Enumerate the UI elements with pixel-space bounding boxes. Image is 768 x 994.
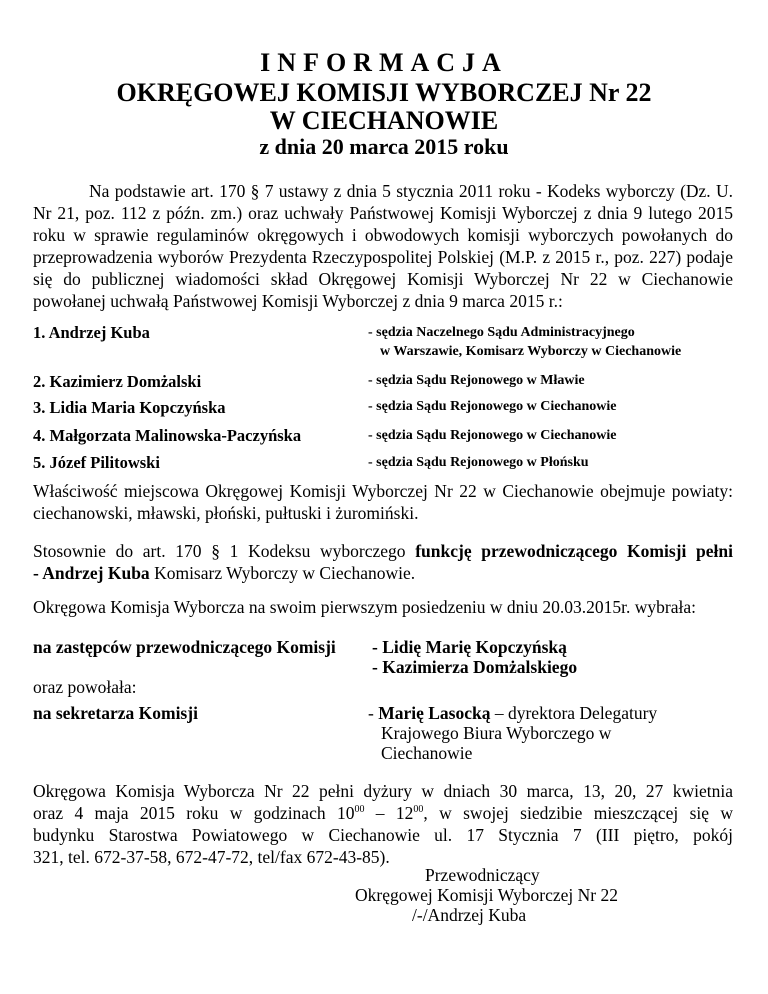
secretary-desc-1: – dyrektora Delegatury <box>490 703 658 723</box>
chair-prefix: Stosownie do art. 170 § 1 Kodeksu wyborczego <box>33 541 416 561</box>
secretary-name: Marię Lasocką <box>378 703 491 723</box>
member-1-role: - sędzia Naczelnego Sądu Administracyjnego <box>368 325 635 340</box>
secretary-line-1: - Marię Lasocką – dyrektora Delegatury <box>368 703 658 723</box>
deputies-label: na zastępców przewodniczącego Komisji <box>33 637 336 657</box>
duty-hours-rest: , w swojej siedzibie mieszczącej się w <box>423 803 733 823</box>
duty-sup-2: 00 <box>413 804 424 816</box>
doc-date: z dnia 20 marca 2015 roku <box>259 134 509 159</box>
jurisdiction-paragraph: Właściwość miejscowa Okręgowej Komisji Wyborczej Nr 22 w Ciechanowie obejmuje powiaty: ciechanowski, mławski, płoński, pułtuski i żuromiński. <box>33 481 733 523</box>
duty-line-1: Okręgowa Komisja Wyborcza Nr 22 pełni dyżury w dniach 30 marca, 13, 20, 27 kwietnia <box>33 781 733 801</box>
chair-paragraph <box>33 540 733 584</box>
deputy-1: - Lidię Marię Kopczyńską <box>372 637 567 657</box>
appointed-text: oraz powołała: <box>33 677 137 697</box>
member-3-role: - sędzia Sądu Rejonowego w Ciechanowie <box>368 399 617 414</box>
member-1-name: 1. Andrzej Kuba <box>33 323 150 342</box>
duty-hours-start: oraz 4 maja 2015 roku w godzinach 10 <box>33 803 355 823</box>
member-4-role: - sędzia Sądu Rejonowego w Ciechanowie <box>368 428 617 443</box>
chair-suffix: Komisarz Wyborczy w Ciechanowie. <box>149 563 416 583</box>
chair-line-2 <box>33 562 733 584</box>
secretary-label: na sekretarza Komisji <box>33 703 198 723</box>
member-1-role-cont: w Warszawie, Komisarz Wyborczy w Ciechanowie <box>380 344 682 359</box>
duty-line-3: budynku Starostwa Powiatowego w Ciechanowie ul. 17 Stycznia 7 (III piętro, pokój <box>33 825 733 845</box>
chair-line <box>33 540 733 562</box>
member-3-name: 3. Lidia Maria Kopczyńska <box>33 398 226 417</box>
member-5-role: - sędzia Sądu Rejonowego w Płońsku <box>368 455 589 470</box>
duty-sup-1: 00 <box>354 804 365 816</box>
member-4-name: 4. Małgorzata Malinowska-Paczyńska <box>33 426 302 445</box>
chair-bold: funkcję przewodniczącego Komisji pełni <box>415 541 733 561</box>
duty-line-2 <box>33 802 733 824</box>
doc-title-city: W CIECHANOWIE <box>269 106 499 135</box>
member-2-role: - sędzia Sądu Rejonowego w Mławie <box>368 373 585 388</box>
first-meeting-text: Okręgowa Komisja Wyborcza na swoim pierwszym posiedzeniu w dniu 20.03.2015r. wybrała: <box>33 597 696 617</box>
intro-paragraph: Na podstawie art. 170 § 7 ustawy z dnia 5 stycznia 2011 roku - Kodeks wyborczy (Dz. U. Nr 21, poz. 112 z późn. zm.) oraz uchwały Państwowej Komisji Wyborczej z dnia 9 lutego 2015 roku w sprawie regulaminów okręgowych i obwodowych komisji wyborczych powołanych do przeprowadzenia wyborów Prezydenta Rzeczypospolitej Polskiej (M.P. z 2015 r., poz. 227) podaje się do publicznej wiadomości skład Okręgowej Komisji Wyborczej Nr 22 w Ciechanowie powołanej uchwałą Państwowej Komisji Wyborczej z dnia 9 marca 2015 r.: <box>33 181 733 311</box>
chair-name: - Andrzej Kuba <box>33 563 150 583</box>
duty-hours-dash: – 12 <box>364 803 414 823</box>
member-2-name: 2. Kazimierz Domżalski <box>33 372 202 391</box>
member-5-name: 5. Józef Pilitowski <box>33 453 160 472</box>
signature-name: /-/Andrzej Kuba <box>412 905 527 925</box>
doc-title-org: OKRĘGOWEJ KOMISJI WYBORCZEJ Nr 22 <box>116 78 652 107</box>
doc-title: INFORMACJA <box>260 48 508 77</box>
duty-paragraph <box>33 780 733 868</box>
deputy-2: - Kazimierza Domżalskiego <box>372 657 578 677</box>
signature-title: Przewodniczący <box>425 865 540 885</box>
signature-org: Okręgowej Komisji Wyborczej Nr 22 <box>355 885 619 905</box>
duty-line-4: 321, tel. 672-37-58, 672-47-72, tel/fax 672-43-85). <box>33 847 390 867</box>
secretary-desc-2: Krajowego Biura Wyborczego w <box>381 723 612 743</box>
secretary-desc-3: Ciechanowie <box>381 743 473 763</box>
